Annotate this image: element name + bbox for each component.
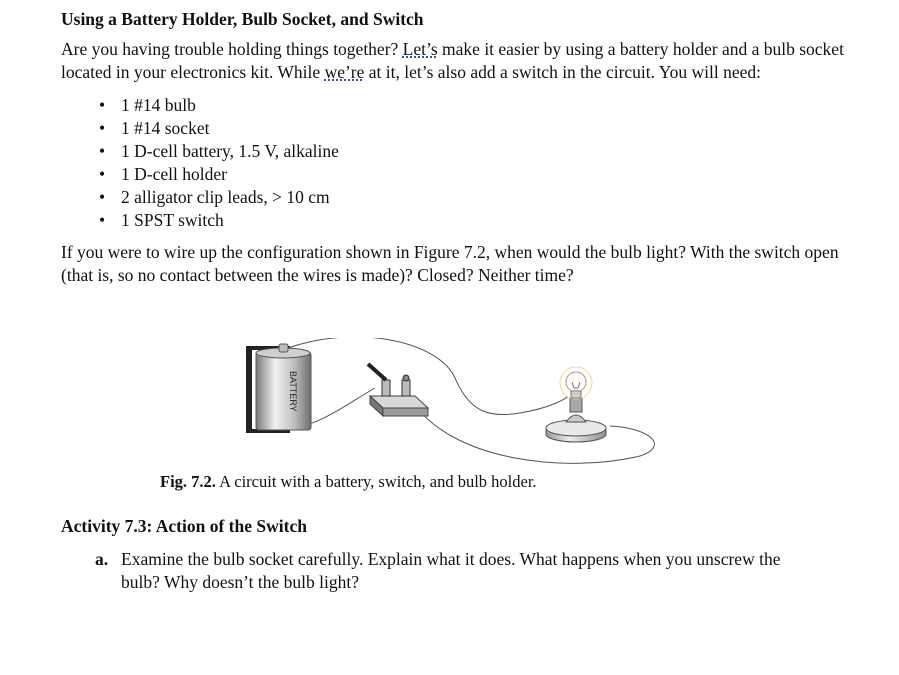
wire-battery-to-bulb: [288, 338, 570, 415]
intro-word-lets: Let’s: [402, 39, 438, 59]
list-item: • 1 #14 bulb: [99, 94, 861, 117]
spst-switch: [368, 364, 428, 416]
list-item: • 1 D-cell battery, 1.5 V, alkaline: [99, 140, 861, 163]
figure-caption-number: Fig. 7.2.: [160, 472, 216, 491]
document-page: [61, 8, 861, 287]
list-item: • 1 SPST switch: [99, 209, 861, 232]
battery-label: BATTERY: [288, 371, 298, 412]
wire-switch-to-bulb: [410, 398, 654, 463]
materials-list: [61, 94, 861, 232]
list-item: • 1 #14 socket: [99, 117, 861, 140]
question-paragraph: If you were to wire up the configuration shown in Figure 7.2, when would the bulb light? With the switch open (that is, so no contact between the wires is made)? Closed? Neither time?: [61, 242, 839, 285]
intro-paragraph: [61, 38, 861, 84]
intro-text-3: at it, let’s also add a switch in the circuit. You will need:: [364, 62, 761, 82]
intro-text-1: Are you having trouble holding things together?: [61, 39, 403, 59]
list-item: • 2 alligator clip leads, > 10 cm: [99, 186, 861, 209]
figure-caption: [160, 471, 537, 493]
figure-caption-text: A circuit with a battery, switch, and bulb holder.: [215, 472, 537, 491]
bulb-socket: [546, 398, 606, 442]
activity-title: Activity 7.3: Action of the Switch: [61, 516, 307, 536]
bulb-icon: [560, 367, 592, 399]
activity-item-text: Examine the bulb socket carefully. Explain what it does. What happens when you unscrew the bulb? Why doesn’t the bulb light?: [121, 549, 781, 592]
intro-text-2: make it easier by using a battery holder and a bulb socket located in your electronics kit. While: [61, 39, 844, 82]
circuit-figure: [240, 338, 660, 473]
activity-item-label: a.: [95, 549, 109, 569]
activity-item: [95, 548, 815, 594]
list-item: • 1 D-cell holder: [99, 163, 861, 186]
section-title: Using a Battery Holder, Bulb Socket, and Switch: [61, 9, 424, 29]
battery-holder: [246, 344, 311, 433]
intro-word-were: we’re: [324, 62, 365, 82]
